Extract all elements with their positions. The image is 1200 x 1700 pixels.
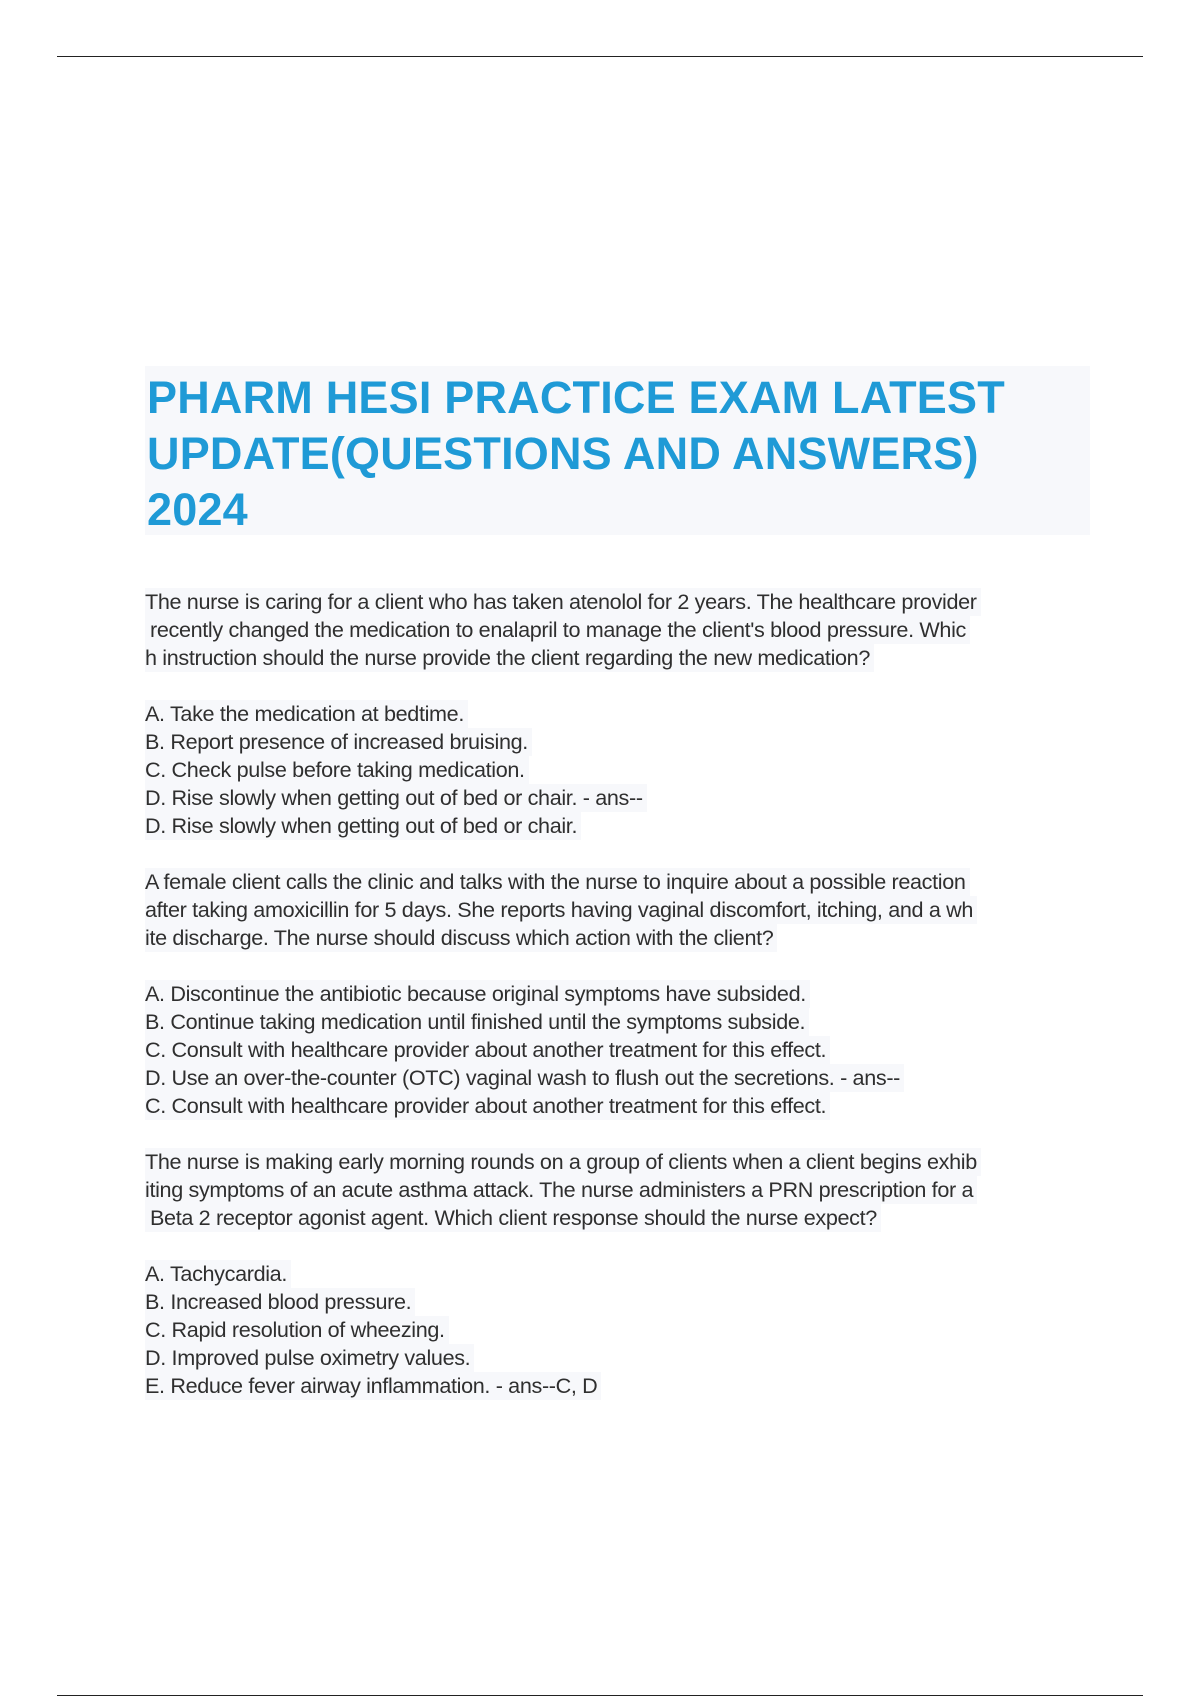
answer-option: A. Tachycardia. [145,1260,291,1288]
answer-option: D. Improved pulse oximetry values. [145,1344,474,1372]
correct-answer: D. Rise slowly when getting out of bed or chair. [145,812,581,840]
answer-option: C. Consult with healthcare provider about another treatment for this effect. [145,1036,830,1064]
title-line-1: PHARM HESI PRACTICE EXAM LATEST [147,372,1005,423]
question-1 [145,588,1095,840]
title-line-2: UPDATE(QUESTIONS AND ANSWERS) [147,428,979,479]
answer-option: E. Reduce fever airway inflammation. - ans--C, D [145,1372,601,1400]
question-stem-line: ite discharge. The nurse should discuss which action with the client? [145,924,777,952]
answer-option: B. Report presence of increased bruising. [145,728,532,756]
question-stem-line: after taking amoxicillin for 5 days. She reports having vaginal discomfort, itching, and a wh [145,896,977,924]
answer-option: A. Take the medication at bedtime. [145,700,468,728]
title-block [145,366,1090,535]
bottom-rule [57,1695,1143,1696]
answer-option: C. Rapid resolution of wheezing. [145,1316,449,1344]
question-2 [145,868,1095,1120]
question-stem-line: A female client calls the clinic and talks with the nurse to inquire about a possible reaction [145,868,970,896]
document-title [147,370,1090,538]
answer-option: C. Check pulse before taking medication. [145,756,529,784]
answer-option: D. Rise slowly when getting out of bed or chair. - ans-- [145,784,647,812]
document-body [145,588,1095,1400]
correct-answer: C. Consult with healthcare provider about another treatment for this effect. [145,1092,830,1120]
top-rule [57,56,1143,57]
answer-option: B. Increased blood pressure. [145,1288,415,1316]
question-3 [145,1148,1095,1400]
question-stem-line: Beta 2 receptor agonist agent. Which client response should the nurse expect? [145,1204,881,1232]
answer-option: B. Continue taking medication until finished until the symptoms subside. [145,1008,809,1036]
question-stem-line: The nurse is caring for a client who has taken atenolol for 2 years. The healthcare provider [145,588,981,616]
answer-option: A. Discontinue the antibiotic because original symptoms have subsided. [145,980,810,1008]
answer-option: D. Use an over-the-counter (OTC) vaginal wash to flush out the secretions. - ans-- [145,1064,904,1092]
title-line-3: 2024 [147,484,248,535]
question-stem-line: iting symptoms of an acute asthma attack. The nurse administers a PRN prescription for a [145,1176,977,1204]
question-stem-line: h instruction should the nurse provide the client regarding the new medication? [145,644,874,672]
question-stem-line: recently changed the medication to enalapril to manage the client's blood pressure. Whic [145,616,970,644]
question-stem-line: The nurse is making early morning rounds on a group of clients when a client begins exhib [145,1148,981,1176]
